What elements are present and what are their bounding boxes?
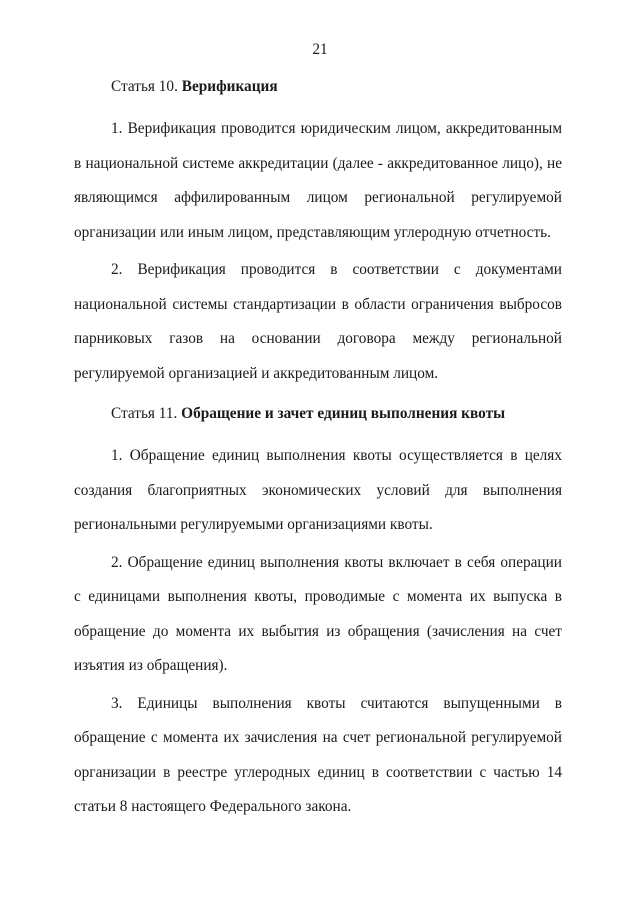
article-11-label: Статья 11. (111, 405, 178, 422)
article-10-paragraph-2: 2. Верификация проводится в соответствии с документами национальной системы стандартизации в области ограничения выбросов парниковых газов на основании договора между региональной регулируемой организацией и аккредитованным лицом. (74, 261, 562, 382)
article-11-paragraph-3: 3. Единицы выполнения квоты считаются выпущенными в обращение с момента их зачисления на счет региональной регулируемой организации в реестре углеродных единиц в соответствии с частью 14 статьи 8 настоящего Федерального закона. (74, 694, 562, 815)
article-10-label: Статья 10. (111, 78, 178, 95)
article-11-title: Обращение и зачет единиц выполнения квоты (181, 405, 506, 422)
article-11-heading (74, 403, 562, 425)
article-10-heading (74, 76, 562, 98)
article-10-title: Верификация (181, 78, 278, 95)
article-11-paragraph-2: 2. Обращение единиц выполнения квоты включает в себя операции с единицами выполнения квоты, проводимые с момента их выпуска в обращение до момента их выбытия из обращения (зачисления на счет изъятия из обращения). (74, 553, 562, 674)
page-number: 21 (312, 41, 328, 58)
article-10-paragraph-1: 1. Верификация проводится юридическим лицом, аккредитованным в национальной системе аккредитации (далее - аккредитованное лицо), не являющимся аффилированным лицом региональной регулируемой организации или иным лицом, представляющим углеродную отчетность. (74, 120, 562, 241)
document-body (74, 76, 562, 825)
article-11-paragraph-1: 1. Обращение единиц выполнения квоты осуществляется в целях создания благоприятных экономических условий для выполнения региональными регулируемыми организациями квоты. (74, 447, 562, 533)
